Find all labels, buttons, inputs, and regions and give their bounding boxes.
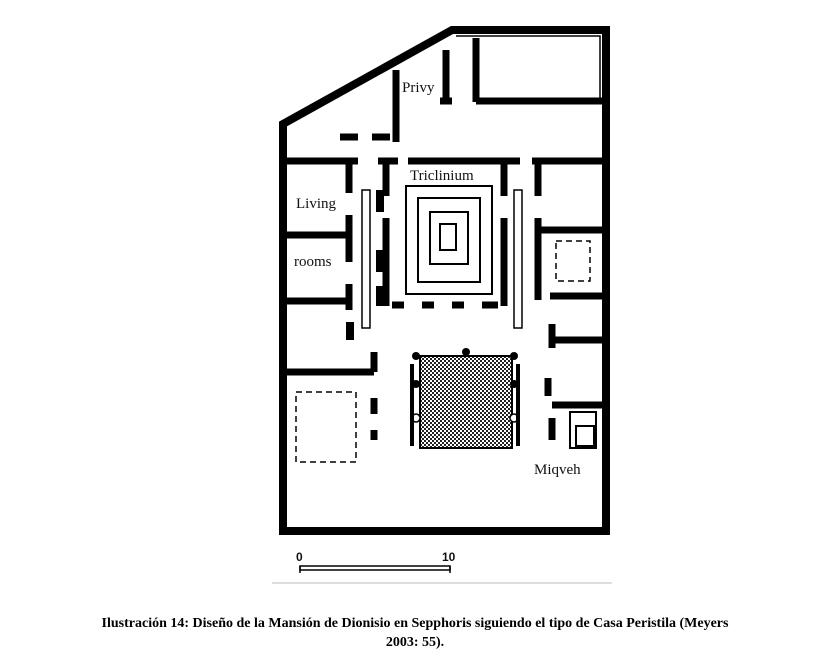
scale-start: 0 [296,550,303,564]
peristyle-courtyard [420,356,512,448]
label-privy: Privy [402,80,435,96]
scale-end: 10 [442,550,456,564]
triclinium-mosaic [406,186,492,294]
label-rooms: rooms [294,254,332,270]
figure-caption [20,614,810,652]
caption-line-1: Ilustración 14: Diseño de la Mansión de Dionisio en Sepphoris siguiendo el tipo de Casa Peristila (Meyers [101,616,729,631]
miqveh-pool [570,412,596,448]
caption-line-2: 2003: 55). [385,635,445,650]
scale-bar [296,550,456,573]
label-miqveh: Miqveh [534,462,581,478]
label-living: Living [296,196,336,212]
outer-walls [283,30,606,531]
label-triclinium: Triclinium [410,168,474,184]
